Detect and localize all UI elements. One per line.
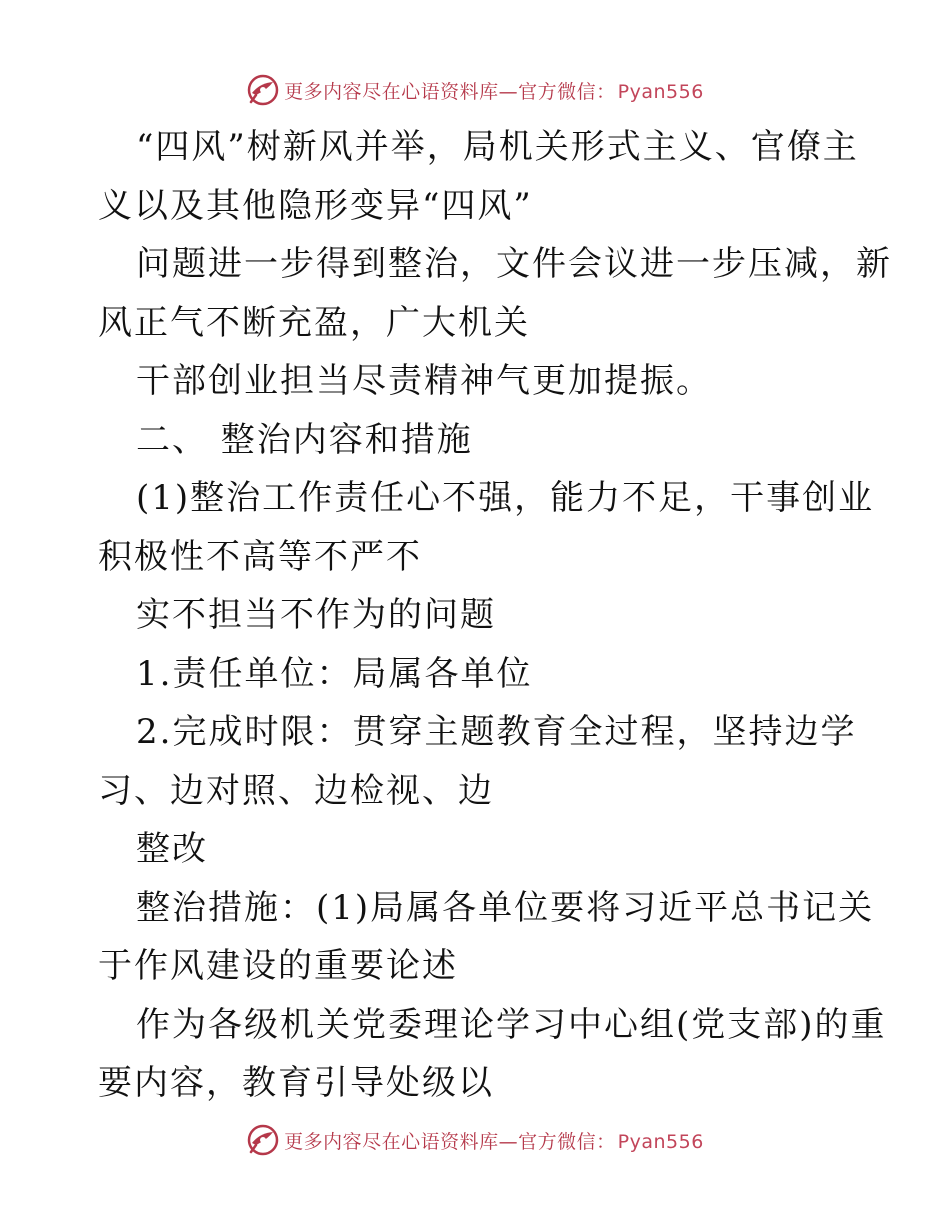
page-header-watermark: [0, 68, 950, 112]
watermark-wechat-id: Pyan556: [617, 80, 704, 103]
text-line: 干部创业担当尽责精神气更加提振。: [136, 361, 712, 401]
text-line: 作为各级机关党委理论学习中心组(党支部)的重: [136, 1004, 887, 1045]
text-line: 1.责任单位：局属各单位: [136, 653, 533, 694]
text-line: (1)整治工作责任心不强，能力不足，干事创业: [136, 478, 875, 518]
text-line: 2.完成时限：贯穿主题教育全过程，坚持边学: [136, 712, 857, 752]
pen-logo-icon: [246, 1123, 280, 1157]
pen-logo-icon: [246, 73, 280, 107]
text-line: 义以及其他隐形变异“四风”: [98, 185, 533, 226]
text-line: 二、 整治内容和措施: [136, 419, 473, 460]
page-footer-watermark: [0, 1118, 950, 1162]
text-line: 积极性不高等不严不: [98, 536, 422, 577]
text-line: 问题进一步得到整治，文件会议进一步压减，新: [136, 244, 892, 284]
watermark-text: 更多内容尽在心语资料库—官方微信：: [284, 1130, 616, 1153]
text-line: 风正气不断充盈，广大机关: [98, 302, 530, 343]
watermark-text: 更多内容尽在心语资料库—官方微信：: [284, 80, 616, 103]
text-line: 实不担当不作为的问题: [136, 595, 496, 635]
document-body: [98, 118, 892, 1113]
text-line: 整治措施：(1)局属各单位要将习近平总书记关: [136, 887, 875, 928]
text-line: “四风”树新风并举，局机关形式主义、官僚主: [136, 127, 859, 167]
text-line: 于作风建设的重要论述: [98, 946, 458, 986]
watermark-wechat-id: Pyan556: [617, 1130, 704, 1153]
text-line: 整改: [136, 829, 208, 869]
text-line: 习、边对照、边检视、边: [98, 770, 494, 811]
text-line: 要内容，教育引导处级以: [98, 1063, 494, 1103]
